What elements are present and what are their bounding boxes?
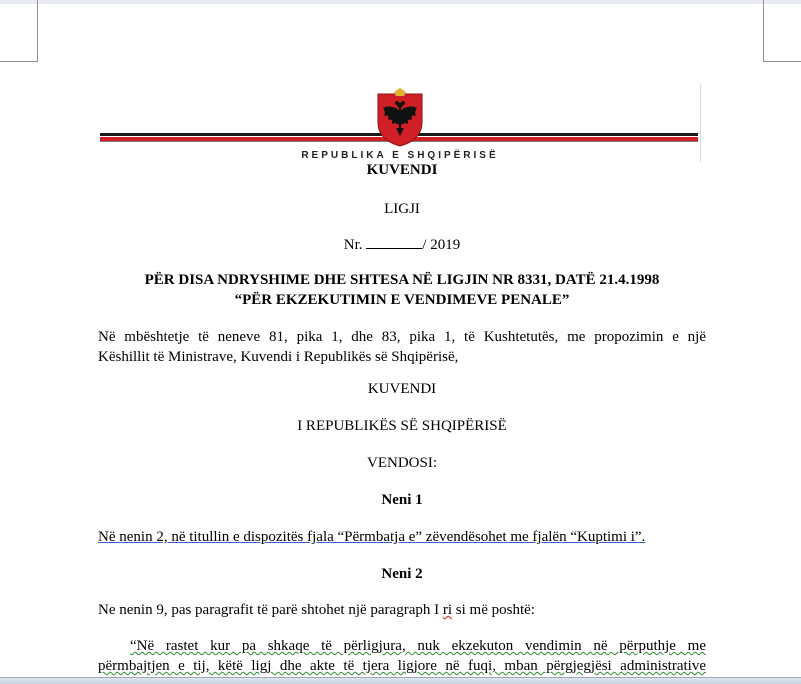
article-2-quote-line-2-text: përmbajtjen e tij, këtë ligj dhe akte të tjera ligjore në fuqi, mban përgjegjësi administrative <box>98 658 706 674</box>
article-2-heading: Neni 2 <box>381 566 423 582</box>
article-1-text <box>98 527 706 547</box>
article-2-text <box>98 600 706 620</box>
margin-corner-mark-left-h <box>0 61 38 62</box>
law-number-blank <box>366 236 422 249</box>
article-2-text-post: si më poshtë: <box>452 602 535 618</box>
article-2-quote-line-1-text: “Në rastet kur pa shkaqe të përligjura, nuk ekzekuton vendimin në përputhje me <box>130 638 706 654</box>
law-type-heading: LIGJI <box>384 201 420 217</box>
enacting-body: KUVENDI <box>367 381 437 397</box>
margin-corner-mark-right <box>763 0 764 62</box>
albania-coat-of-arms-icon <box>374 88 426 148</box>
article-2-text-pre: Ne nenin 9, pas paragrafit të parë shtohet një paragraph I <box>98 602 443 618</box>
margin-corner-mark-right-h <box>763 61 801 62</box>
law-number-prefix: Nr. <box>343 237 363 253</box>
law-title-line-1: PËR DISA NDRYSHIME DHE SHTESA NË LIGJIN NR 8331, DATË 21.4.1998 <box>144 272 660 288</box>
preamble-line-1: Në mbështetje të neneve 81, pika 1, dhe 83, pika 1, të Kushtetutës, me propozimin e një <box>98 329 706 345</box>
article-2-quote-line-1 <box>98 636 706 656</box>
enacting-decides: VENDOSI: <box>367 455 437 471</box>
institution-heading: KUVENDI <box>366 162 438 178</box>
law-title-line-2: “PËR EKZEKUTIMIN E VENDIMEVE PENALE” <box>234 292 570 308</box>
letterhead-republic-label: REPUBLIKA E SHQIPËRISË <box>301 150 499 161</box>
article-2-quote-line-2 <box>98 656 706 676</box>
article-1-heading: Neni 1 <box>381 492 423 508</box>
preamble-line-2: Këshillit të Ministrave, Kuvendi i Republikës së Shqipërisë, <box>98 349 459 365</box>
law-number-line <box>98 235 706 255</box>
margin-corner-mark-left <box>37 0 38 62</box>
enacting-republic: I REPUBLIKËS SË SHQIPËRISË <box>297 418 507 434</box>
article-1-text-content: Në nenin 2, në titullin e dispozitës fjala “Përmbatja e” zëvendësohet me fjalën “Kuptimi i”. <box>98 529 646 545</box>
window-top-edge <box>0 0 801 4</box>
law-number-suffix: / 2019 <box>422 237 461 253</box>
article-2-text-flag: ri <box>442 602 453 618</box>
